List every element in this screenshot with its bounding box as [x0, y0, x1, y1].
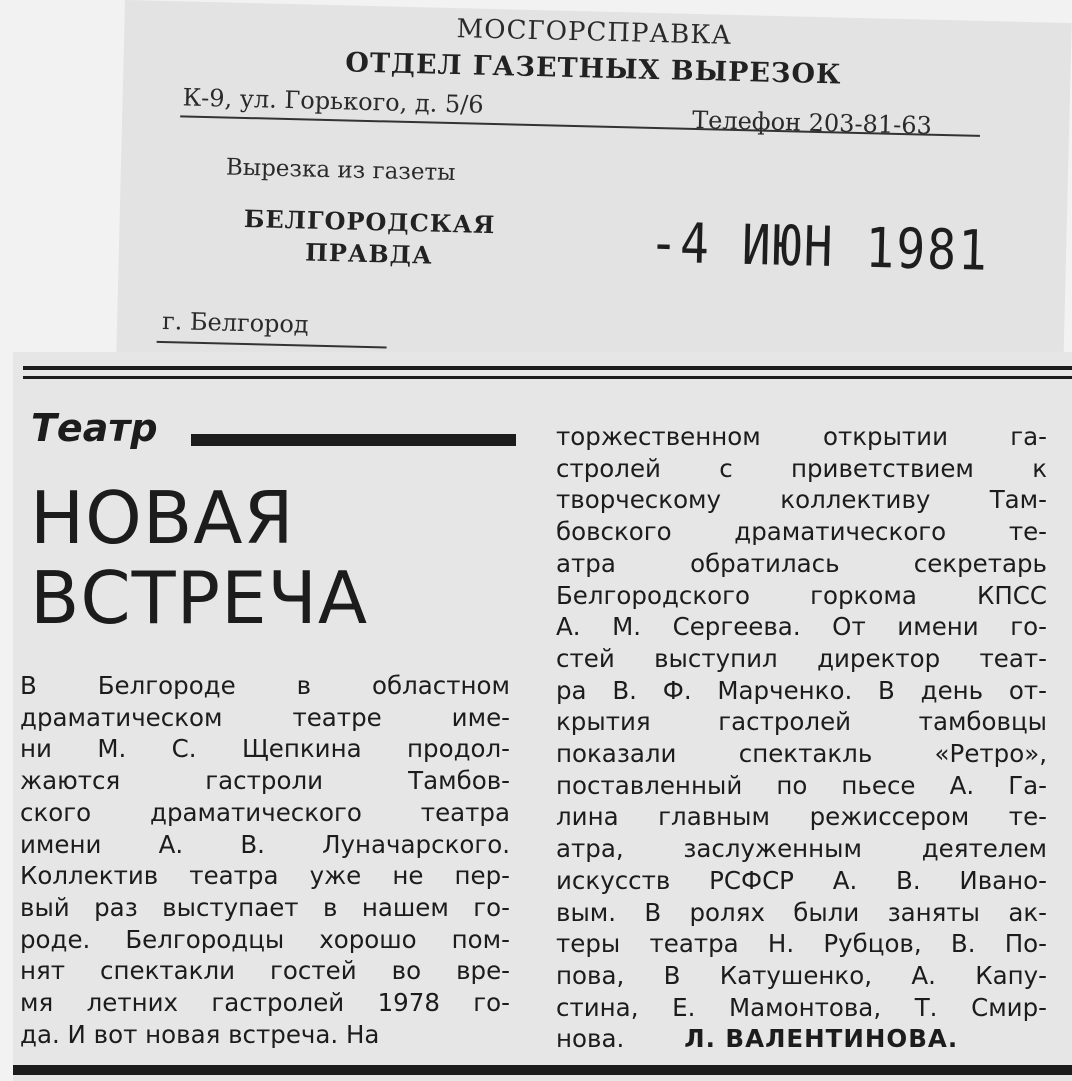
article-text-line: имени А. В. Луначарского.: [20, 829, 510, 859]
bureau-name: МОСГОРСПРАВКА: [456, 14, 733, 51]
headline-line2: ВСТРЕЧА: [30, 556, 369, 640]
article-text-line: лина главным режиссером те-: [556, 802, 1047, 832]
article-text-line: роде. Белгородцы хорошо пом-: [20, 924, 510, 954]
article-text-line: стей выступил директор теат-: [556, 643, 1047, 673]
bottom-rule: [13, 1065, 1072, 1075]
bureau-phone: Телефон 203-81-63: [691, 105, 933, 140]
city-underline: [157, 341, 387, 349]
article-text-line: творческому коллективу Там-: [556, 485, 1047, 515]
article-text-line: В Белгороде в областном: [20, 671, 510, 700]
article-text-line: торжественном открытии га-: [556, 422, 1047, 451]
article-text-line: пова, В Катушенко, А. Капу-: [556, 960, 1047, 990]
newspaper-name: [224, 203, 515, 274]
article-text-line: стролей с приветствием к: [556, 453, 1047, 483]
department-name: ОТДЕЛ ГАЗЕТНЫХ ВЫРЕЗОК: [345, 47, 842, 91]
top-rule-secondary: [23, 376, 1072, 379]
article-headline: [30, 478, 520, 638]
author-signature: Л. ВАЛЕНТИНОВА.: [684, 1024, 959, 1054]
article-text-line: поставленный по пьесе А. Га-: [556, 770, 1047, 800]
newspaper-name-line2: ПРАВДА: [304, 237, 433, 270]
article-text-line: да. И вот новая встреча. На: [20, 1019, 380, 1049]
rubric-label: Театр: [31, 406, 158, 450]
article-column-right: [556, 421, 1047, 1055]
article-text-line: Белгородского горкома КПСС: [556, 580, 1047, 610]
article-text-line: жаются гастроли Тамбов-: [20, 766, 510, 796]
article-final-line: [556, 1023, 1047, 1055]
article-text-line: драматическом театре име-: [20, 702, 510, 732]
article-text-line: вым. В ролях были заняты ак-: [556, 897, 1047, 927]
bureau-address: К-9, ул. Горького, д. 5/6: [182, 83, 484, 119]
article-text-line: ни М. С. Щепкина продол-: [20, 734, 510, 764]
article-column-left: [20, 670, 510, 1050]
article-text-line: бовского драматического те-: [556, 517, 1047, 547]
newspaper-name-line1: БЕЛГОРОДСКАЯ: [243, 203, 496, 240]
article-text-line: ского драматического театра: [20, 797, 510, 827]
clipping-bureau-stamp: [116, 0, 1072, 388]
article-text-line: атра, заслуженным деятелем: [556, 834, 1047, 864]
clip-source-label: Вырезка из газеты: [225, 154, 456, 187]
article-text-line: искусств РСФСР А. В. Ивано-: [556, 865, 1047, 895]
article-text-line: нят спектакли гостей во вре-: [20, 956, 510, 986]
top-rule: [23, 366, 1072, 370]
rubric-bar: [191, 434, 516, 446]
article-text-line: мя летних гастролей 1978 го-: [20, 988, 510, 1018]
article-text-line: ра В. Ф. Марченко. В день от-: [556, 675, 1047, 705]
article-text-line: крытия гастролей тамбовцы: [556, 707, 1047, 737]
article-text-line: показали спектакль «Ретро»,: [556, 739, 1047, 769]
article-text-line: теры театра Н. Рубцов, В. По-: [556, 929, 1047, 959]
newspaper-city: г. Белгород: [161, 307, 309, 339]
article-text-line: Коллектив театра уже не пер-: [20, 861, 510, 891]
newspaper-clipping: [13, 352, 1072, 1081]
clip-date: -4 ИЮН 1981: [648, 210, 990, 284]
article-text-line: нова.: [556, 1024, 625, 1054]
article-text-line: атра обратилась секретарь: [556, 548, 1047, 578]
article-text-line: стина, Е. Мамонтова, Т. Смир-: [556, 992, 1047, 1022]
article-text-line: вый раз выступает в нашем го-: [20, 892, 510, 922]
headline-line1: НОВАЯ: [30, 476, 295, 560]
article-text-line: А. М. Сергеева. От имени го-: [556, 612, 1047, 642]
